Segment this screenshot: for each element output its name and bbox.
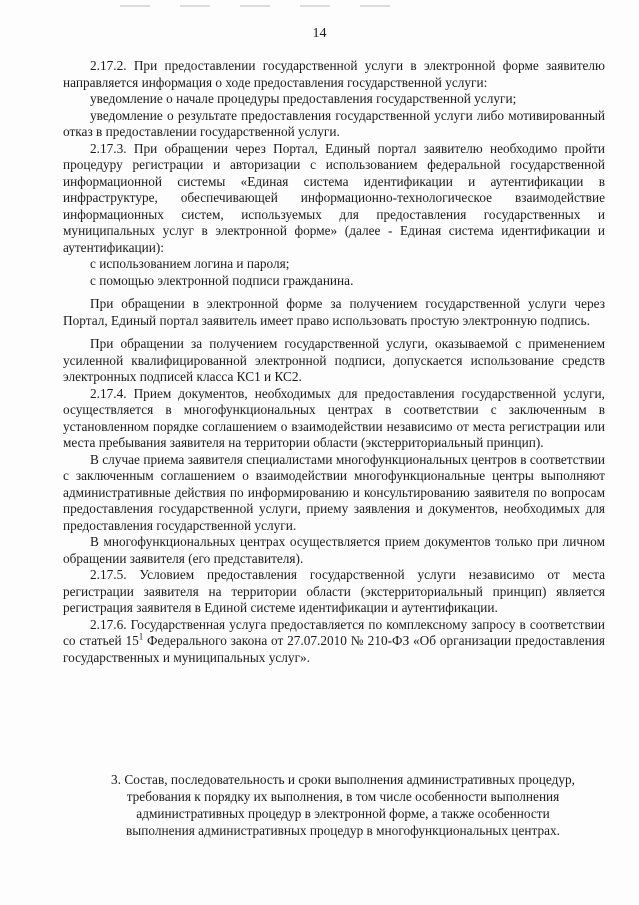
paragraph-2-17-6-before: 2.17.6. Государственная услуга предоставляется по комплексному запросу в соответствии со статьей 15 <box>63 616 605 648</box>
paragraph-login-password: с использованием логина и пароля; <box>90 256 290 271</box>
paragraph-2-17-6-after: Федерального закона от 27.07.2010 № 210-ФЗ «Об организации предоставления государственных и муниципальных услуг». <box>63 633 606 665</box>
article-superscript: 1 <box>138 631 144 642</box>
paragraph-2-17-4: 2.17.4. Прием документов, необходимых для предоставления государственной услуги, осуществляется в многофункциональных центрах в соответствии с заключенным в установленном порядке соглашением о взаимодействии независимо от места регистрации или места пребывания заявителя на территории области (экстерриториальный принцип). <box>63 385 605 450</box>
paragraph-2-17-2: 2.17.2. При предоставлении государственной услуги в электронной форме заявителю направляется информация о ходе предоставления государственной услуги: <box>63 58 605 90</box>
paragraph-electronic-signature: с помощью электронной подписи гражданина. <box>90 272 354 288</box>
section-3-heading <box>63 771 623 839</box>
paragraph-mfc-personal: В многофункциональных центрах осуществляется прием документов только при личном обращении заявителя (его представителя). <box>63 534 605 566</box>
paragraph-qualified-signature: При обращении за получением государственной услуги, оказываемой с применением усиленной квалифицированной электронной подписи, допускается использование средств электронных подписей класса КС1 и КС2. <box>63 336 605 384</box>
paragraph-2-17-3: 2.17.3. При обращении через Портал, Единый портал заявителю необходимо пройти процедуру регистрации и авторизации с использованием федеральной государственной информационной системы «Единая система идентификации и аутентификации в инфраструктуре, обеспечивающей информационно-технологическое взаимодействие информационных систем, используемых для предоставления государственных и муниципальных услуг в электронной форме» (далее - Единая система идентификации и аутентификации): <box>63 140 605 255</box>
paragraph-notice-start: уведомление о начале процедуры предоставления государственной услуги; <box>90 91 517 106</box>
paragraph-simple-signature: При обращении в электронной форме за получением государственной услуги через Портал, Единый портал заявитель имеет право использовать простую электронную подпись. <box>63 296 605 328</box>
paragraph-notice-result: уведомление о результате предоставления государственной услуги либо мотивированный отказ в предоставлении государственной услуги. <box>63 107 605 139</box>
page-number: 14 <box>312 26 327 41</box>
paragraph-2-17-5: 2.17.5. Условием предоставления государственной услуги независимо от места регистрации заявителя на территории области (экстерриториальный принцип) является регистрация заявителя в Единой системе идентификации и аутентификации. <box>63 567 605 615</box>
heading-line: требования к порядку их выполнения, в том числе особенности выполнения <box>126 789 560 804</box>
paragraph-2-17-6 <box>63 617 605 667</box>
heading-line: выполнения административных процедур в многофункциональных центрах. <box>126 823 560 838</box>
heading-line: административных процедур в электронной форме, а также особенности <box>136 806 550 821</box>
paragraph-mfc-reception: В случае приема заявителя специалистами многофункциональных центров в соответствии с заключенным соглашением о взаимодействии многофункциональные центры выполняют административные действия по информированию и консультированию заявителя по вопросам предоставления государственной услуги, приему заявления и документов, необходимых для предоставления государственной услуги. <box>63 451 605 533</box>
document-body <box>63 58 605 666</box>
heading-line: 3. Состав, последовательность и сроки выполнения административных процедур, <box>111 772 575 787</box>
scan-artifact <box>120 5 400 7</box>
